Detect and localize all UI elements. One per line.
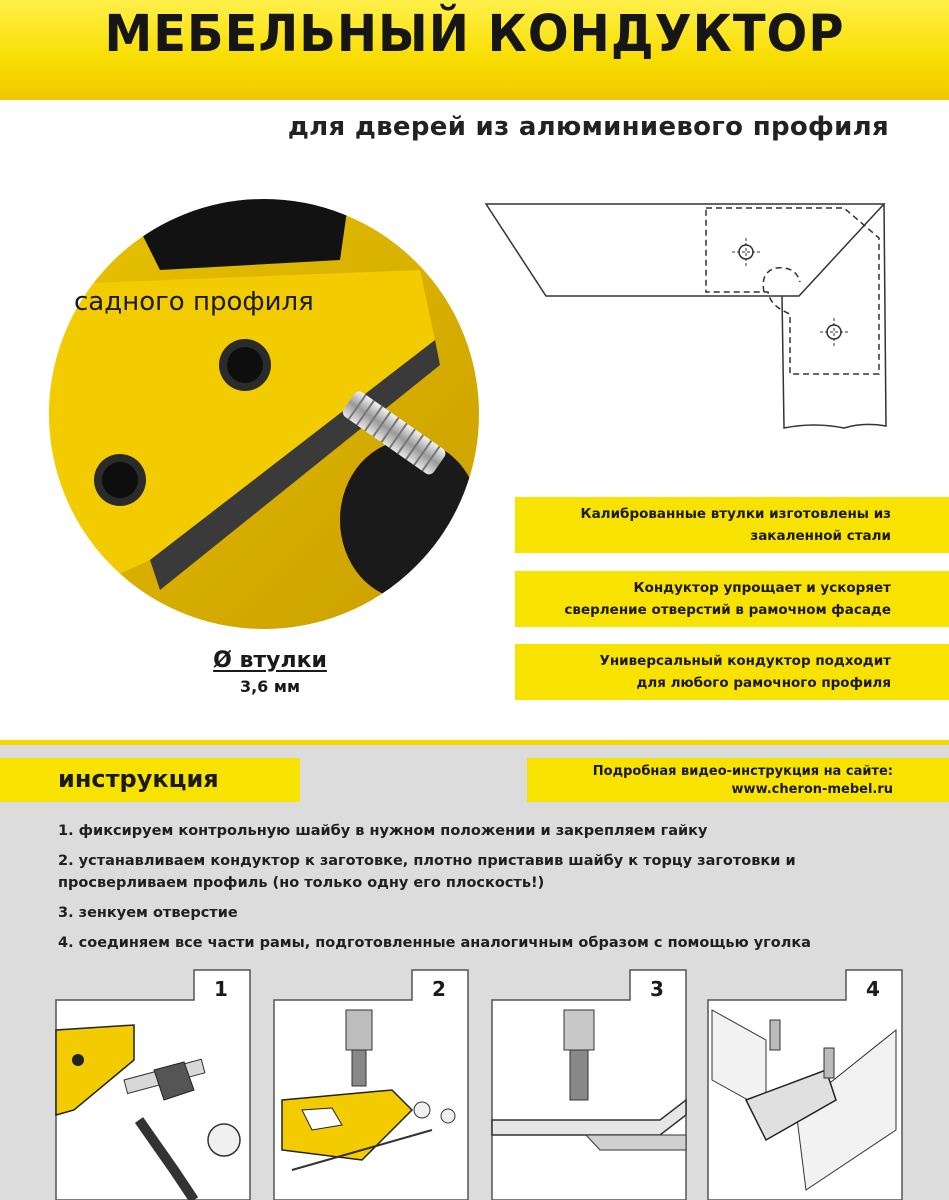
instruction-heading: инструкция bbox=[0, 758, 300, 802]
step-panel-2 bbox=[272, 977, 472, 1200]
bushing-diameter bbox=[190, 648, 350, 696]
step-number: 3 bbox=[650, 977, 664, 1001]
step-panel-4 bbox=[706, 977, 906, 1200]
product-photo bbox=[40, 190, 488, 638]
section-divider bbox=[0, 740, 949, 745]
feature-banner bbox=[515, 571, 949, 627]
feature-banner bbox=[515, 644, 949, 700]
instruction-step: 4. соединяем все части рамы, подготовленные аналогичным образом с помощью уголка bbox=[58, 935, 811, 951]
feature-line: Универсальный кондуктор подходит bbox=[599, 653, 891, 669]
product-photo-illustration bbox=[40, 190, 488, 638]
feature-banner bbox=[515, 497, 949, 553]
step-number: 1 bbox=[214, 977, 228, 1001]
step-number: 2 bbox=[432, 977, 446, 1001]
feature-line: Кондуктор упрощает и ускоряет bbox=[633, 580, 891, 596]
bushing-label: Ø втулки bbox=[213, 648, 327, 673]
instruction-step: 3. зенкуем отверстие bbox=[58, 905, 238, 921]
subtitle: для дверей из алюминиевого профиля bbox=[287, 112, 889, 142]
step-panel-1 bbox=[54, 977, 254, 1200]
bushing-value: 3,6 мм bbox=[239, 677, 301, 696]
instruction-step: 2. устанавливаем кондуктор к заготовке, плотно приставив шайбу к торцу заготовки и просверливаем профиль (но только одну его плоскость!) bbox=[58, 853, 796, 891]
video-caption: Подробная видео-инструкция на сайте: bbox=[592, 764, 893, 779]
feature-line: Калиброванные втулки изготовлены из bbox=[580, 506, 891, 522]
instruction-steps bbox=[58, 820, 918, 962]
step-panel-3 bbox=[490, 977, 690, 1200]
video-instruction-box bbox=[527, 758, 949, 802]
frame-corner-diagram bbox=[484, 196, 894, 436]
instruction-step: 1. фиксируем контрольную шайбу в нужном положении и закрепляем гайку bbox=[58, 823, 708, 839]
feature-line: сверление отверстий в рамочном фасаде bbox=[564, 602, 891, 618]
website-link[interactable]: www.cheron-mebel.ru bbox=[731, 782, 893, 797]
step-number: 4 bbox=[866, 977, 880, 1001]
feature-line: для любого рамочного профиля bbox=[636, 675, 891, 691]
engraved-text: садного профиля bbox=[74, 287, 314, 317]
header-banner bbox=[0, 0, 949, 100]
feature-line: закаленной стали bbox=[750, 528, 891, 544]
page-title: МЕБЕЛЬНЫЙ КОНДУКТОР bbox=[104, 4, 845, 64]
frame-corner-drawing bbox=[484, 196, 894, 436]
